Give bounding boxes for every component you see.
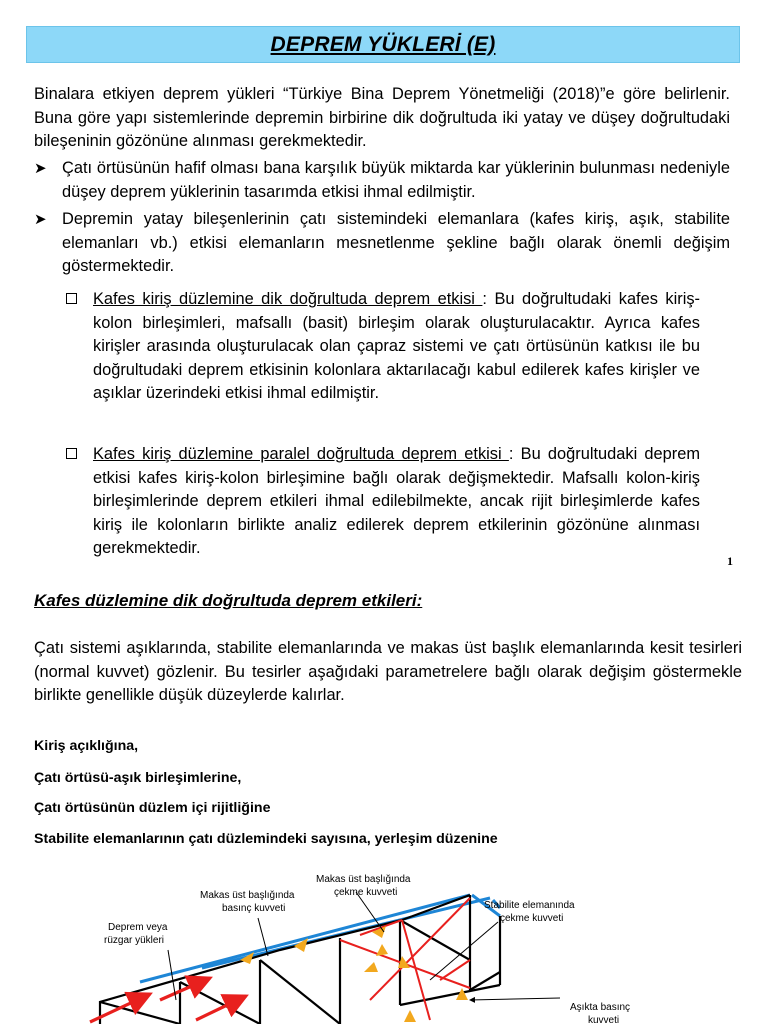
bullet-item [34,157,730,204]
label-asik-1: Aşıkta basınç [570,1002,631,1013]
sub-item [66,443,700,561]
label-stab-2: çekme kuvveti [500,913,564,924]
sub-item [66,288,700,406]
title-bar [26,26,740,63]
section-heading: Kafes düzlemine dik doğrultuda deprem etkileri: [34,591,423,610]
sub-item-text: : Bu doğrultudaki deprem etkisi kafes kiriş-kolon birleşimine bağlı olarak değişmektedir. Mafsallı kolon-kiriş birleşimlerinde deprem etkileri ihmal edilebilmekte, ancak rijit birleşimlerde kafes kiriş ile kolonların birlikte analiz edilerek deprem etkilerinin gözönüne alınması gerekmektedir. [93,445,701,558]
bullet-item [34,208,730,279]
label-stab-1: Stabilite elemanında [484,900,575,911]
roof-truss-diagram [0,860,768,1024]
section-paragraph: Çatı sistemi aşıklarında, stabilite elemanlarında ve makas üst başlık elemanlarında kesit tesirleri (normal kuvvet) gözlenir. Bu tesirler aşağıdaki parametrelere bağlı olarak değişim göstermekle birlikte genellikle düşük düzeylerde kalırlar. [34,639,742,705]
arrow-bullet-icon: ➤ [34,211,47,228]
label-cekme-2: çekme kuvveti [334,887,398,898]
page-number: 1 [727,554,733,568]
truss-frame [100,895,500,1024]
purlin-lines [140,895,500,982]
load-arrows [90,978,246,1022]
label-basinc-1: Makas üst başlığında [200,890,295,901]
label-deprem-2: rüzgar yükleri [104,935,165,946]
parameter-item: Çatı örtüsü-aşık birleşimlerine, [34,770,242,786]
sub-item-heading: Kafes kiriş düzlemine paralel doğrultuda deprem etkisi [93,445,509,463]
label-deprem-1: Deprem veya [108,922,168,933]
parameter-item: Çatı örtüsünün düzlem içi rijitliğine [34,800,271,816]
label-asik-2: kuvveti [588,1015,620,1024]
bracing-lines [340,898,470,1020]
intro-paragraph: Binalara etkiyen deprem yükleri “Türkiye Bina Deprem Yönetmeliği (2018)”e göre belirlenir. Buna göre yapı sistemlerinde depremin birbirine dik doğrultuda iki yatay ve düşey doğrultudaki bileşeninin gözönüne alınması gerekmektedir. [34,85,730,151]
bullet-text: Çatı örtüsünün hafif olması bana karşılık büyük miktarda kar yüklerinin bulunması nedeniyle düşey deprem yüklerinin tasarımda etkisi ihmal edilmiştir. [62,159,730,201]
label-cekme-1: Makas üst başlığında [316,874,411,885]
arrow-bullet-icon: ➤ [34,160,47,177]
parameter-item: Stabilite elemanlarının çatı düzlemindeki sayısına, yerleşim düzenine [34,831,498,847]
label-basinc-2: basınç kuvveti [222,903,286,914]
page-title: DEPREM YÜKLERİ (E) [270,32,496,56]
sub-item-text: : Bu doğrultudaki kafes kiriş-kolon birleşimleri, mafsallı (basit) birleşim olarak oluşturulacaktır. Ayrıca kafes kirişler arasında oluşturulacak olan çapraz sistemi ve çatı örtüsünün katkısı ile bu doğrultudaki deprem etkisinin kolonlara aktarılacağı kabul edilerek kafes kirişler ve aşıklar üzerindeki etkisi ihmal edilmiştir. [93,290,700,403]
checkbox-square-icon [66,293,77,304]
bullet-text: Depremin yatay bileşenlerinin çatı sistemindeki elemanlara (kafes kiriş, aşık, stabilite elemanları vb.) etkisi elemanların mesnetlenme şekline bağlı olarak önemli değişim göstermektedir. [62,210,730,276]
parameter-item: Kiriş açıklığına, [34,738,139,754]
checkbox-square-icon [66,448,77,459]
sub-item-heading: Kafes kiriş düzlemine dik doğrultuda deprem etkisi [93,290,483,308]
